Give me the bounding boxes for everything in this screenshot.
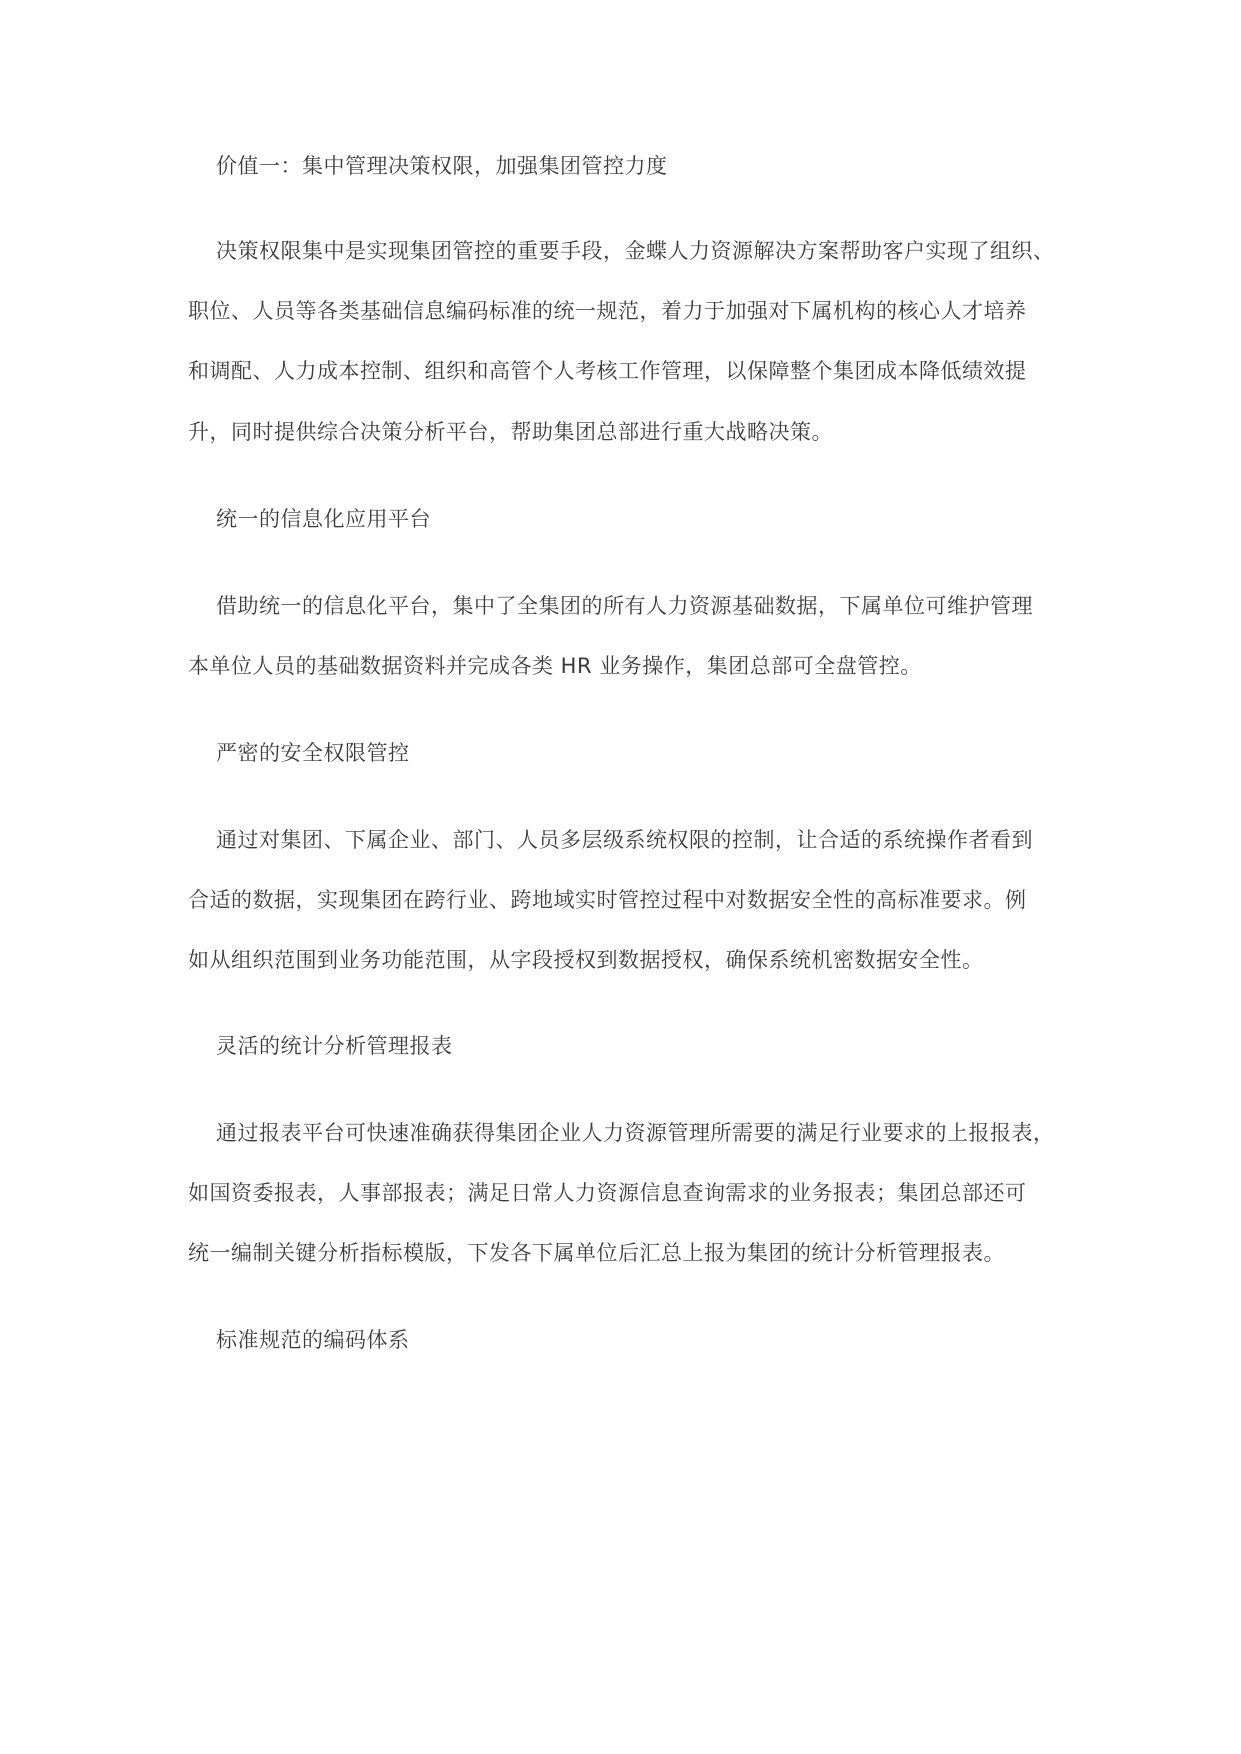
paragraph-line: 统一编制关键分析指标模版，下发各下属单位后汇总上报为集团的统计分析管理报表。: [188, 1241, 1005, 1265]
paragraph-line: 决策权限集中是实现集团管控的重要手段，金蝶人力资源解决方案帮助客户实现了组织、: [216, 239, 1055, 263]
paragraph-line: 合适的数据，实现集团在跨行业、跨地域实时管控过程中对数据安全性的高标准要求。例: [188, 888, 1027, 912]
heading-coding-system: 标准规范的编码体系: [216, 1328, 410, 1352]
paragraph-line: 借助统一的信息化平台，集中了全集团的所有人力资源基础数据，下属单位可维护管理: [216, 594, 1033, 618]
paragraph-line: 升，同时提供综合决策分析平台，帮助集团总部进行重大战略决策。: [188, 420, 833, 444]
paragraph-line: 通过对集团、下属企业、部门、人员多层级系统权限的控制，让合适的系统操作者看到: [216, 828, 1033, 852]
heading-unified-platform: 统一的信息化应用平台: [216, 507, 431, 531]
paragraph-line: 如国资委报表，人事部报表；满足日常人力资源信息查询需求的业务报表；集团总部还可: [188, 1181, 1027, 1205]
paragraph-line: 如从组织范围到业务功能范围，从字段授权到数据授权，确保系统机密数据安全性。: [188, 948, 984, 972]
heading-value-one: 价值一：集中管理决策权限，加强集团管控力度: [216, 154, 668, 178]
heading-security-permissions: 严密的安全权限管控: [216, 741, 410, 765]
paragraph-line: 本单位人员的基础数据资料并完成各类 HR 业务操作，集团总部可全盘管控。: [188, 654, 922, 678]
paragraph-line: 和调配、人力成本控制、组织和高管个人考核工作管理，以保障整个集团成本降低绩效提: [188, 359, 1027, 383]
heading-statistical-reports: 灵活的统计分析管理报表: [216, 1034, 453, 1058]
paragraph-line: 通过报表平台可快速准确获得集团企业人力资源管理所需要的满足行业要求的上报报表，: [216, 1121, 1055, 1145]
paragraph-line: 职位、人员等各类基础信息编码标准的统一规范，着力于加强对下属机构的核心人才培养: [188, 299, 1027, 323]
